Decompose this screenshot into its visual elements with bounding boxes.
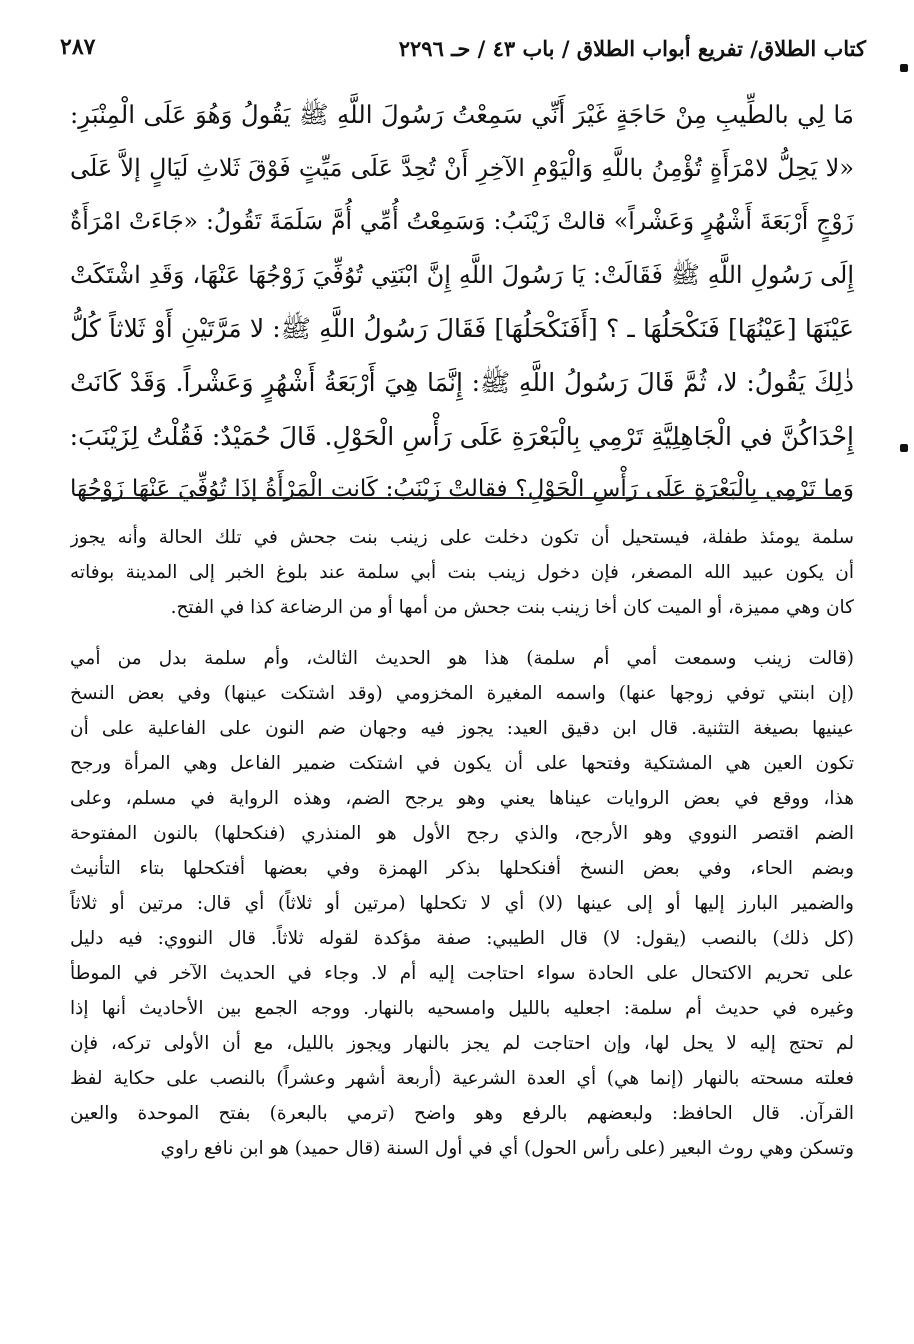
commentary-line: (إن ابنتي توفي زوجها عنها) واسمه المغيرة المخزومي (وقد اشتكت عينها) وفي بعض النسخ bbox=[70, 683, 854, 704]
hadith-line: وَما تَرْمِي بِالْبَعْرَةِ عَلَى رَأْسِ الْحَوْلِ؟ فقالتْ زَيْنَبُ: كَانت الْمَرْأَةُ إذَا تُوُفِّيَ عَنْهَا زَوْجُهَا bbox=[70, 476, 854, 503]
hadith-line: عَيْنَهَا [عَيْنُهَا] فَنَكْحَلُهَا ـ ؟ [أَفَنَكْحَلُهَا] فَقَالَ رَسُولُ اللَّهِ ﷺ: لا مَرَّتَيْنِ أَوْ ثَلاثاً كُلُّ bbox=[70, 314, 854, 344]
hadith-line: إِلَى رَسُولِ اللَّهِ ﷺ فَقَالَتْ: يَا رَسُولَ اللَّهِ إِنَّ ابْنَتِي تُوُفِّيَ زَوْجُهَا عَنْهَا، وَقَدِ اشْتَكَتْ bbox=[70, 260, 854, 289]
running-title: كتاب الطلاق/ تفريع أبواب الطلاق / باب ٤٣ / حـ ٢٢٩٦ bbox=[398, 36, 866, 61]
hadith-text-block bbox=[70, 88, 854, 517]
commentary-line: الضم اقتصر النووي وهو الأرجح، والذي رجح الأول هو المنذري (فنكحلها) بالنون المفتوحة bbox=[70, 823, 854, 844]
hadith-line: ذٰلِكَ يَقُولُ: لا، ثُمَّ قَالَ رَسُولُ اللَّهِ ﷺ: إِنَّمَا هِيَ أَرْبَعَةُ أَشْهُرٍ وَعَشْراً. وَقَدْ كَانَتْ bbox=[70, 367, 854, 397]
hadith-line: إِحْدَاكُنَّ في الْجَاهِلِيَّةِ تَرْمِي بِالْبَعْرَةِ عَلَى رَأْسِ الْحَوْلِ. قَالَ حُمَيْدٌ: فَقُلْتُ لِزَيْنَبَ: bbox=[70, 421, 854, 451]
commentary-line: (كل ذلك) بالنصب (يقول: لا) قال الطيبي: صفة مؤكدة لقوله ثلاثاً. قال النووي: فيه دليل bbox=[70, 928, 854, 949]
commentary-line: (قالت زينب وسمعت أمي أم سلمة) هذا هو الحديث الثالث، وأم سلمة بدل من أمي bbox=[70, 648, 854, 669]
commentary-line: سلمة يومئذ طفلة، فيستحيل أن تكون دخلت على زينب بنت جحش في تلك الحالة وأنه يجوز bbox=[70, 527, 854, 548]
hadith-line: «لا يَحِلُّ لامْرَأَةٍ تُؤْمِنُ باللَّهِ وَالْيَوْمِ الآخِرِ أَنْ تُحِدَّ عَلَى مَيِّتٍ فَوْقَ ثَلاثِ لَيَالٍ إلاَّ عَلَى bbox=[70, 153, 854, 182]
commentary-line: فعلته مسحته بالنهار (إنما هي) أي العدة الشرعية (أربعة أشهر وعشراً) بالنصب على حكاية لفظ bbox=[70, 1068, 854, 1089]
commentary-line: لم تحتج إليه لا يحل لها، وإن احتاجت لم يجز بالنهار ويجوز بالليل، مع أن الأولى تركه، فإن bbox=[70, 1033, 854, 1054]
commentary-line: هذا، ووقع في بعض الروايات عيناها يعني وهو يرجح الضم، وهذه الرواية في مسلم، وعلى bbox=[70, 788, 854, 809]
page-header bbox=[60, 32, 866, 72]
commentary-line: تكون العين هي المشتكية وفتحها على أن يكون في اشتكت ضمير الفاعل وهي المرأة ورجح bbox=[70, 753, 854, 774]
commentary-line: أن يكون عبيد الله المصغر، فإن دخول زينب بنت أبي سلمة عند بلوغ الخبر إلى المدينة بوفاته bbox=[70, 562, 854, 583]
commentary-line: وتسكن وهي روث البعير (على رأس الحول) أي في أول السنة (قال حميد) هو ابن نافع راوي bbox=[160, 1138, 854, 1159]
paragraph-gap bbox=[70, 625, 854, 641]
commentary-block bbox=[70, 520, 854, 1166]
commentary-line: وغيره في حديث أم سلمة: اجعليه بالليل وامسحيه بالنهار. ووجه الجمع بين الأحاديث أنها إذا bbox=[70, 998, 854, 1019]
hadith-line: مَا لِي بالطِّيبِ مِنْ حَاجَةٍ غَيْرَ أَنِّي سَمِعْتُ رَسُولَ اللَّهِ ﷺ يَقُولُ وَهُوَ عَلَى الْمِنْبَرِ: bbox=[70, 100, 854, 129]
commentary-line: على تحريم الاكتحال على الحادة سواء احتاجت إليه أم لا. وجاء في الحديث الآخر في الموطأ bbox=[70, 963, 854, 984]
footnote-divider bbox=[82, 497, 842, 499]
commentary-line: عينيها بصيغة التثنية. قال ابن دقيق العيد: يجوز فيه وجهان ضم النون على الفاعلية على أن bbox=[70, 718, 854, 739]
margin-mark bbox=[900, 64, 908, 72]
commentary-line: وبضم الحاء، وفي بعض النسخ أفنكحلها بذكر الهمزة وفي بعضها أفتكحلها بتاء التأنيث bbox=[70, 858, 854, 879]
hadith-line: زَوْجٍ أَرْبَعَةَ أَشْهُرٍ وَعَشْراً» قالتْ زَيْنَبُ: وَسَمِعْتُ أُمِّي أُمَّ سَلَمَةَ تَقُولُ: «جَاءَتْ امْرَأَةٌ bbox=[70, 207, 854, 236]
margin-mark bbox=[900, 444, 908, 452]
commentary-line: كان وهي مميزة، أو الميت كان أخا زينب بنت جحش من أمها أو من الرضاعة كذا في الفتح. bbox=[170, 597, 854, 618]
page-number: ٢٨٧ bbox=[60, 34, 96, 60]
commentary-line: والضمير البارز إليها أو إلى عينها (لا) أي لا تكحلها (مرتين أو ثلاثاً) أي قال: مرتين أو ثلاثاً bbox=[70, 893, 854, 914]
commentary-line: القرآن. قال الحافظ: ولبعضهم بالرفع وهو واضح (ترمي بالبعرة) بفتح الموحدة والعين bbox=[70, 1103, 854, 1124]
